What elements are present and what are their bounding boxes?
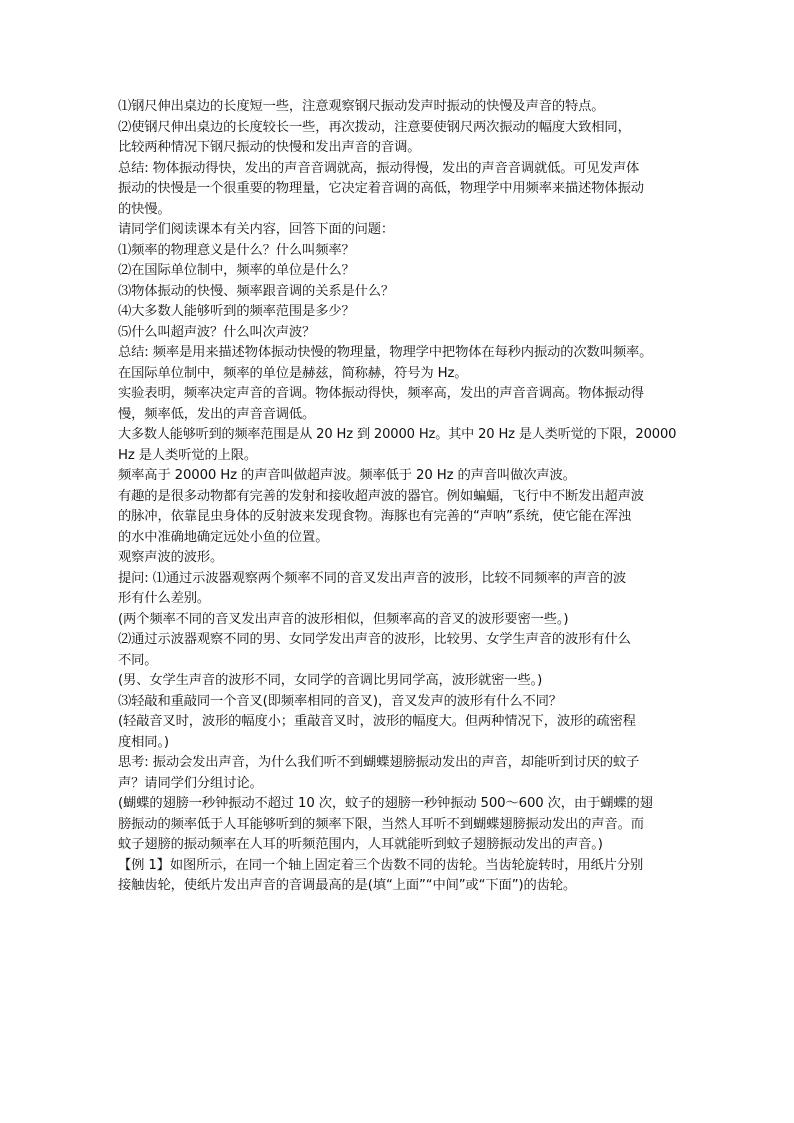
question-item: ⑷大多数人能够听到的频率范围是多少？ [118,304,355,319]
answer-line: 度相同。) [118,734,169,750]
text-line: 比较两种情况下钢尺振动的快慢和发出声音的音调。 [118,140,421,155]
text-line: 声？请同学们分组讨论。 [118,775,263,791]
text-line: ⑵通过示波器观察不同的男、女同学发出声音的波形，比较男、女学生声音的波形有什么 [118,632,631,647]
text-line: 总结: 物体振动得快，发出的声音音调就高，振动得慢，发出的声音音调就低。可见发声体 [118,160,640,176]
text-line: ⑵使钢尺伸出桌边的长度较长一些，再次拨动，注意要使钢尺两次振动的幅度大致相同， [118,119,631,135]
answer-line: (两个频率不同的音叉发出声音的波形相似，但频率高的音叉的波形要密一些。) [118,611,569,627]
example-line: 【例 1】如图所示，在同一个轴上固定着三个齿数不同的齿轮。当齿轮旋转时，用纸片分别 [118,857,644,873]
text-line: 有趣的是很多动物都有完善的发射和接收超声波的器官。例如蝙蝠，飞行中不断发出超声波 [118,488,644,504]
question-item: ⑸什么叫超声波？什么叫次声波？ [118,324,316,340]
text-line: 频率高于 20000 Hz 的声音叫做超声波。频率低于 20 Hz 的声音叫做次声波。 [118,468,576,483]
answer-line: 膀振动的频率低于人耳能够听到的频率下限，当然人耳听不到蝴蝶翅膀振动发出的声音。而 [118,816,644,832]
text-line: ⑶轻敲和重敲同一个音叉(即频率相同的音叉)，音叉发声的波形有什么不同？ [118,693,562,709]
document-body [118,97,678,897]
answer-line: (蝴蝶的翅膀一秒钟振动不超过 10 次，蚊子的翅膀一秒钟振动 500～600 次，由于蝴蝶的翅 [118,796,653,811]
text-line: 提问: ⑴通过示波器观察两个频率不同的音叉发出声音的波形，比较不同频率的声音的波 [118,570,626,586]
text-line: 不同。 [118,652,158,668]
text-line: 请同学们阅读课本有关内容，回答下面的问题： [118,222,395,237]
text-line: 的快慢。 [118,201,171,217]
question-item: ⑵在国际单位制中，频率的单位是什么？ [118,263,355,278]
text-line: 在国际单位制中，频率的单位是赫兹，简称赫，符号为 Hz。 [118,365,468,381]
text-line: 形有什么差别。 [118,591,211,606]
text-line: Hz 是人类听觉的上限。 [118,447,258,463]
text-line: 慢，频率低，发出的声音音调低。 [118,406,316,422]
question-item: ⑴频率的物理意义是什么？什么叫频率？ [118,242,355,258]
answer-line: 蚊子翅膀的振动频率在人耳的听频范围内，人耳就能听到蚊子翅膀振动发出的声音。) [118,837,603,852]
text-line: 大多数人能够听到的频率范围是从 20 Hz 到 20000 Hz。其中 20 Hz 是人类听觉的下限，20000 [118,427,677,442]
text-line: 振动的快慢是一个很重要的物理量，它决定着音调的高低，物理学中用频率来描述物体振动 [118,181,644,196]
answer-line: (男、女学生声音的波形不同，女同学的音调比男同学高，波形就密一些。) [118,673,543,688]
text-line: 的水中准确地确定远处小鱼的位置。 [118,529,329,545]
answer-line: (轻敲音叉时，波形的幅度小；重敲音叉时，波形的幅度大。但两种情况下，波形的疏密程 [118,714,636,729]
text-line: 观察声波的波形。 [118,550,224,565]
text-line: 思考: 振动会发出声音，为什么我们听不到蝴蝶翅膀振动发出的声音，却能听到讨厌的蚊子 [118,755,640,770]
text-line: ⑴钢尺伸出桌边的长度短一些，注意观察钢尺振动发声时振动的快慢及声音的特点。 [118,99,605,114]
example-line: 接触齿轮，使纸片发出声音的音调最高的是(填“上面”“中间”或“下面”)的齿轮。 [118,878,577,893]
text-line: 实验表明，频率决定声音的音调。物体振动得快，频率高，发出的声音音调高。物体振动得 [118,386,644,401]
question-item: ⑶物体振动的快慢、频率跟音调的关系是什么？ [118,283,395,299]
text-line: 的脉冲，依靠昆虫身体的反射波来发现食物。海豚也有完善的“声呐”系统，使它能在浑浊 [118,509,632,524]
text-line: 总结: 频率是用来描述物体振动快慢的物理量，物理学中把物体在每秒内振动的次数叫频率。 [118,345,653,360]
